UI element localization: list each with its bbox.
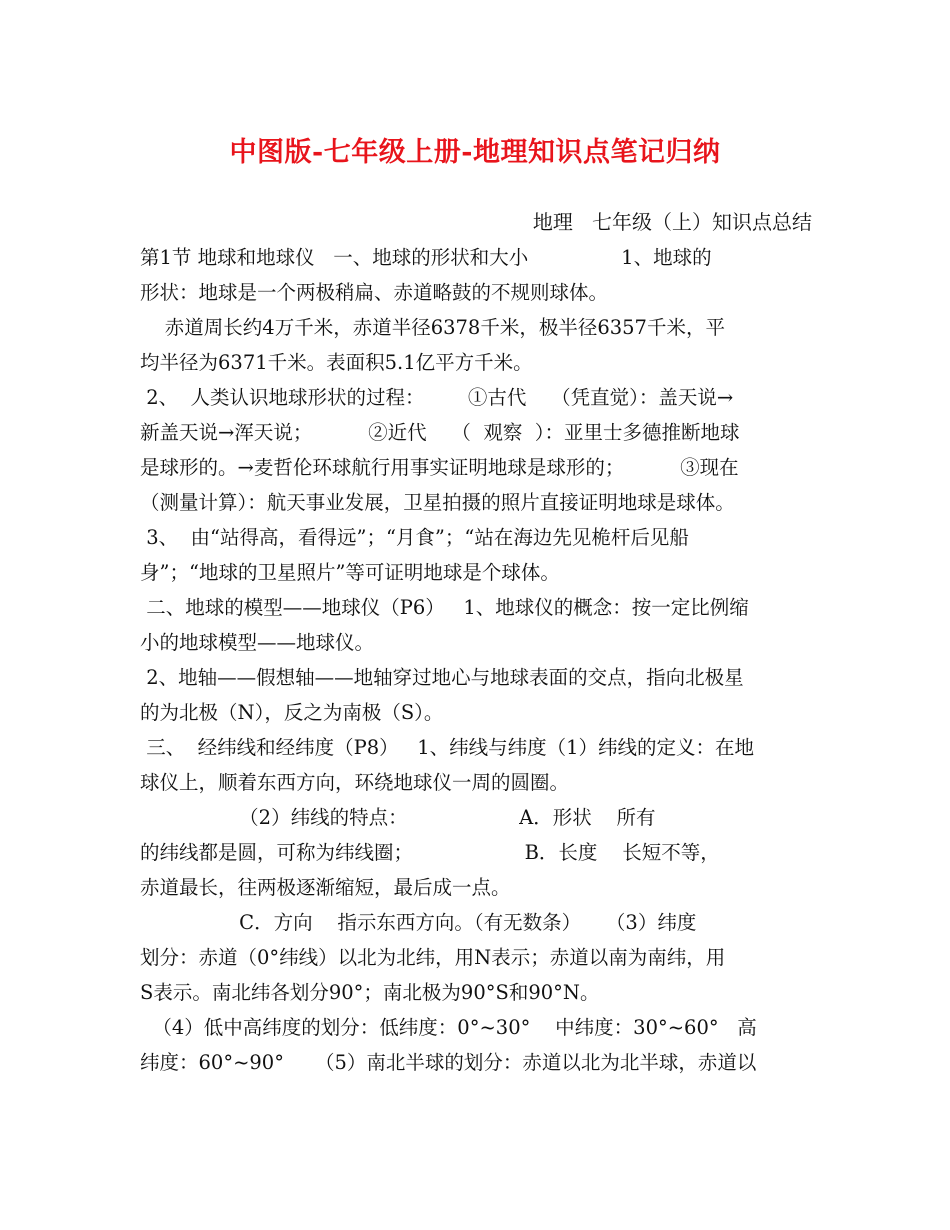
text-line: 的纬线都是圆，可称为纬线圈； B．长度 长短不等， [140,841,720,864]
text-line: 第1节 地球和地球仪 一、地球的形状和大小 1、地球的 [140,246,712,269]
text-line: 赤道最长，往两极逐渐缩短，最后成一点。 [140,876,511,899]
text-line: 形状：地球是一个两极稍扁、赤道略鼓的不规则球体。 [140,281,609,304]
text-line: S表示。南北纬各划分90°；南北极为90°S和90°N。 [140,981,600,1004]
text-line: 小的地球模型——地球仪。 [140,631,375,654]
text-line: 划分：赤道（0°纬线）以北为北纬，用N表示；赤道以南为南纬，用 [140,946,726,969]
text-line: 三、 经纬线和经纬度（P8） 1、纬线与纬度（1）纬线的定义：在地 [140,736,755,759]
text-line: C．方向 指示东西方向。（有无数条） （3）纬度 [140,911,697,934]
text-line: 赤道周长约4万千米，赤道半径6378千米，极半径6357千米，平 [140,316,725,339]
text-line: 3、 由“站得高，看得远”；“月食”；“站在海边先见桅杆后见船 [140,526,689,549]
document-subtitle: 地理 七年级（上）知识点总结 [532,210,812,234]
text-line: 2、地轴——假想轴——地轴穿过地心与地球表面的交点，指向北极星 [140,666,744,689]
text-line: 均半径为6371千米。表面积5.1亿平方千米。 [140,351,533,374]
document-title: 中图版-七年级上册-地理知识点笔记归纳 [229,137,721,168]
text-line: 球仪上，顺着东西方向，环绕地球仪一周的圆圈。 [140,771,570,794]
text-line: 身”；“地球的卫星照片”等可证明地球是个球体。 [140,561,560,584]
text-line: 二、地球的模型——地球仪（P6） 1、地球仪的概念：按一定比例缩 [140,596,749,619]
text-line: 是球形的。→麦哲伦环球航行用事实证明地球是球形的； ③现在 [140,456,739,479]
document-body [140,240,812,1080]
text-line: 2、 人类认识地球形状的过程： ①古代 （凭直觉）：盖天说→ [140,386,734,409]
text-line: （测量计算）：航天事业发展，卫星拍摄的照片直接证明地球是球体。 [140,491,735,514]
text-line: 的为北极（N），反之为南极（S）。 [140,701,444,724]
text-line: 纬度：60°~90° （5）南北半球的划分：赤道以北为北半球，赤道以 [140,1051,757,1074]
text-line: 新盖天说→浑天说； ②近代 （ 观察 ）：亚里士多德推断地球 [140,421,740,444]
text-line: （4）低中高纬度的划分：低纬度：0°~30° 中纬度：30°~60° 高 [140,1016,757,1039]
text-line: （2）纬线的特点： A．形状 所有 [140,806,656,829]
